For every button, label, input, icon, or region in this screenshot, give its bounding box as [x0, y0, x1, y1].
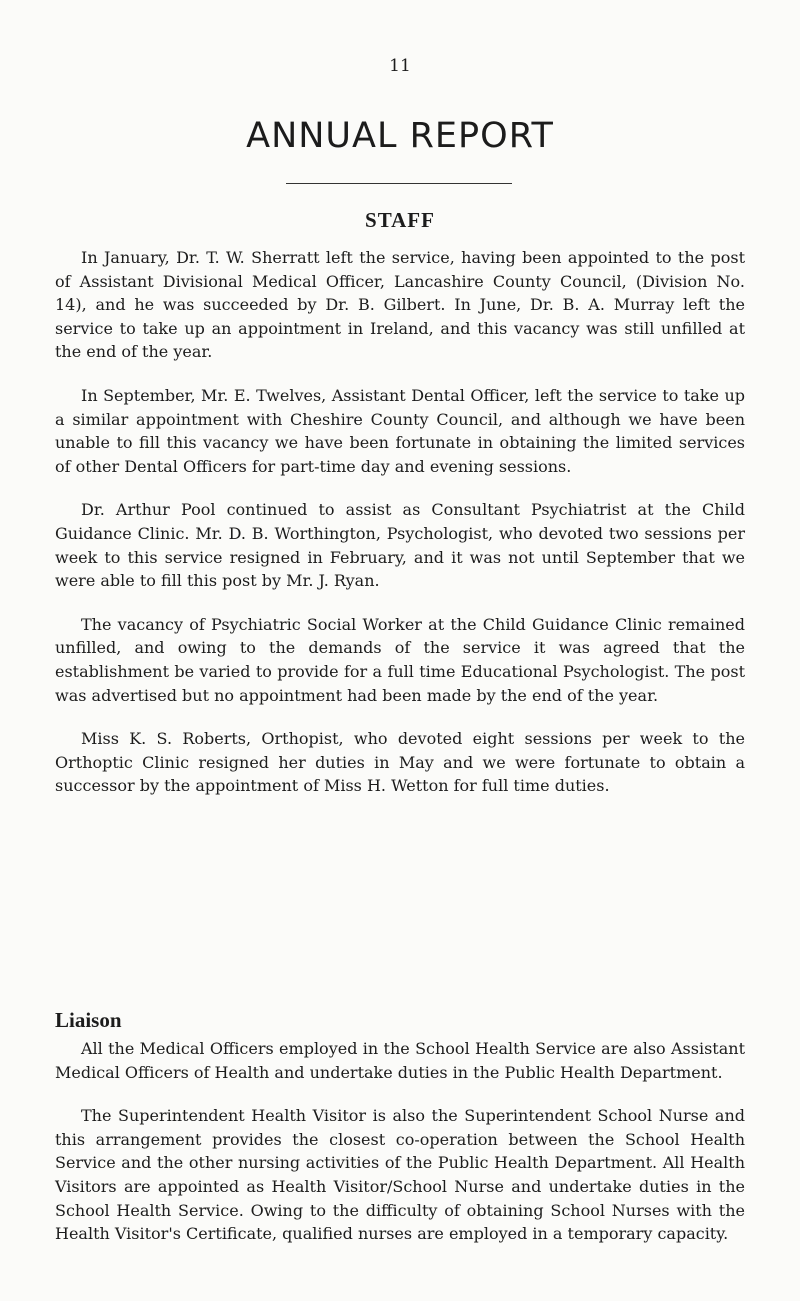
staff-paragraph: Miss K. S. Roberts, Orthopist, who devoted eight sessions per week to the Orthoptic Clinic resigned her duties in May and we were fortunate to obtain a successor by the appointment of Miss H. Wetton for full time duties. [55, 729, 745, 796]
title-divider [286, 183, 512, 184]
liaison-section [55, 1037, 745, 1266]
page-number: 11 [389, 56, 411, 76]
staff-heading: STAFF [365, 208, 435, 232]
liaison-paragraph: The Superintendent Health Visitor is also the Superintendent School Nurse and this arrangement provides the closest co-operation between the School Health Service and the other nursing activities of the Public Health Department. All Health Visitors are appointed as Health Visitor/School Nurse and undertake duties in the School Health Service. Owing to the difficulty of obtaining School Nurses with the Health Visitor's Certificate, qualified nurses are employed in a temporary capacity. [55, 1106, 745, 1244]
staff-paragraph: In January, Dr. T. W. Sherratt left the service, having been appointed to the post of Assistant Divisional Medical Officer, Lancashire County Council, (Division No. 14), and he was succeeded by Dr. B. Gilbert. In June, Dr. B. A. Murray left the service to take up an appointment in Ireland, and this vacancy was still unfilled at the end of the year. [55, 248, 745, 362]
liaison-heading: Liaison [55, 1008, 122, 1032]
staff-paragraph: The vacancy of Psychiatric Social Worker at the Child Guidance Clinic remained unfilled, and owing to the demands of the service it was agreed that the establishment be varied to provide for a full time Educational Psychologist. The post was advertised but no appointment had been made by the end of the year. [55, 614, 745, 705]
staff-section [55, 246, 745, 818]
staff-paragraph: Dr. Arthur Pool continued to assist as Consultant Psychiatrist at the Child Guidance Clinic. Mr. D. B. Worthington, Psychologist, who devoted two sessions per week to this service resigned in February, and it was not until September that we were able to fill this post by Mr. J. Ryan. [55, 500, 745, 591]
report-title: ANNUAL REPORT [246, 116, 554, 156]
liaison-paragraph: All the Medical Officers employed in the School Health Service are also Assistant Medical Officers of Health and undertake duties in the Public Health Department. [55, 1039, 745, 1082]
staff-paragraph: In September, Mr. E. Twelves, Assistant Dental Officer, left the service to take up a similar appointment with Cheshire County Council, and although we have been unable to fill this vacancy we have been fortunate in obtaining the limited services of other Dental Officers for part-time day and evening sessions. [55, 385, 745, 476]
